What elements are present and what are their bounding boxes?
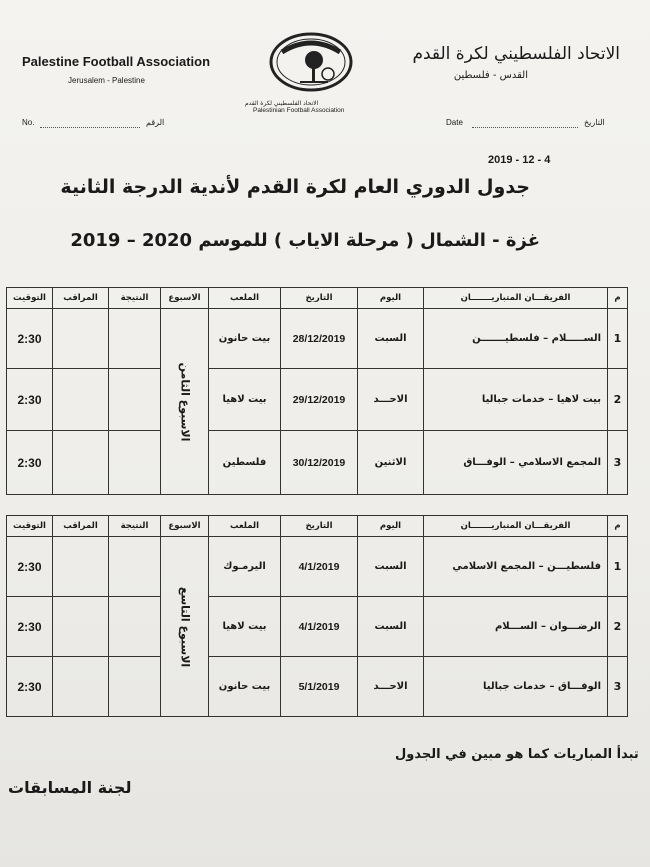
header-day: اليوم — [358, 516, 424, 537]
match-day: الاحـــد — [358, 657, 424, 717]
match-time: 2:30 — [7, 369, 53, 431]
date-label-ar: التاريخ — [584, 118, 605, 127]
match-date: 4/1/2019 — [281, 597, 358, 657]
table-header-row — [7, 516, 628, 537]
match-num: 2 — [608, 369, 628, 431]
match-day: السبت — [358, 597, 424, 657]
header-observer: المراقب — [53, 516, 109, 537]
week-cell — [161, 537, 209, 717]
header-result: النتيجة — [109, 516, 161, 537]
match-observer — [53, 657, 109, 717]
issue-date: 2019 - 12 - 4 — [488, 154, 551, 166]
match-day: السبت — [358, 309, 424, 369]
match-result — [109, 431, 161, 495]
header-num: م — [608, 516, 628, 537]
match-venue: فلسطين — [209, 431, 281, 495]
match-venue: بيت لاهيا — [209, 597, 281, 657]
header-venue: الملعب — [209, 516, 281, 537]
match-time: 2:30 — [7, 431, 53, 495]
header-num: م — [608, 288, 628, 309]
match-num: 2 — [608, 597, 628, 657]
header-date: التاريخ — [281, 516, 358, 537]
match-teams: الوفـــاق – خدمات جباليا — [424, 657, 608, 717]
logo-caption-ar: الاتحاد الفلسطيني لكرة القدم — [245, 100, 319, 107]
org-city-ar: القدس - فلسطين — [453, 70, 528, 81]
match-observer — [53, 431, 109, 495]
header-observer: المراقب — [53, 288, 109, 309]
table-row — [7, 369, 628, 431]
match-venue: بيت حانون — [209, 309, 281, 369]
date-line — [472, 127, 578, 128]
match-venue: بيت لاهيا — [209, 369, 281, 431]
match-date: 30/12/2019 — [281, 431, 358, 495]
match-observer — [53, 537, 109, 597]
header-time: التوقيت — [7, 516, 53, 537]
header-time: التوقيت — [7, 288, 53, 309]
match-num: 1 — [608, 309, 628, 369]
org-name-en: Palestine Football Association — [22, 54, 211, 69]
match-date: 28/12/2019 — [281, 309, 358, 369]
ref-no-label: No. — [22, 118, 35, 127]
match-num: 3 — [608, 657, 628, 717]
header-venue: الملعب — [209, 288, 281, 309]
header-date: التاريخ — [281, 288, 358, 309]
header-day: اليوم — [358, 288, 424, 309]
logo-caption-en: Palestinian Football Association — [253, 107, 345, 114]
pfa-logo-icon — [268, 30, 354, 94]
match-date: 4/1/2019 — [281, 537, 358, 597]
match-teams: المجمع الاسلامي – الوفـــاق — [424, 431, 608, 495]
ref-no-line — [40, 127, 140, 128]
match-day: الاثنين — [358, 431, 424, 495]
match-num: 3 — [608, 431, 628, 495]
match-time: 2:30 — [7, 597, 53, 657]
match-result — [109, 309, 161, 369]
table-row — [7, 657, 628, 717]
schedule-table-week-8 — [6, 287, 628, 495]
header-week: الاسبوع — [161, 516, 209, 537]
org-name-ar: الاتحاد الفلسطيني لكرة القدم — [412, 44, 620, 64]
schedule-table-week-9 — [6, 515, 628, 717]
table-row — [7, 597, 628, 657]
table-row — [7, 431, 628, 495]
ref-no-label-ar: الرقم — [146, 118, 165, 127]
match-result — [109, 369, 161, 431]
match-result — [109, 537, 161, 597]
match-venue: بيت حانون — [209, 657, 281, 717]
header-week: الاسبوع — [161, 288, 209, 309]
table-row — [7, 537, 628, 597]
match-observer — [53, 597, 109, 657]
match-time: 2:30 — [7, 309, 53, 369]
week-cell — [161, 309, 209, 495]
org-city-en: Jerusalem - Palestine — [68, 76, 145, 85]
table-row — [7, 309, 628, 369]
date-label: Date — [446, 118, 463, 127]
match-observer — [53, 309, 109, 369]
match-num: 1 — [608, 537, 628, 597]
match-result — [109, 597, 161, 657]
match-teams: فلسطيـــن – المجمع الاسلامي — [424, 537, 608, 597]
match-time: 2:30 — [7, 657, 53, 717]
match-result — [109, 657, 161, 717]
page-subtitle: غزة - الشمال ( مرحلة الاياب ) للموسم 2020 – 2019 — [70, 230, 540, 251]
match-observer — [53, 369, 109, 431]
match-time: 2:30 — [7, 537, 53, 597]
match-day: السبت — [358, 537, 424, 597]
week-label: الاسبوع الثامن — [178, 362, 191, 441]
match-date: 5/1/2019 — [281, 657, 358, 717]
schedule-note: تبدأ المباريات كما هو مبين في الجدول — [395, 747, 639, 762]
match-teams: الرضـــوان – الســـلام — [424, 597, 608, 657]
match-teams: بيت لاهيا – خدمات جباليا — [424, 369, 608, 431]
header-teams: الفريقـــان المتباريـــــــان — [424, 288, 608, 309]
signature-committee: لجنة المسابقات — [8, 778, 132, 797]
match-teams: الســـــلام – فلسطيـــــــن — [424, 309, 608, 369]
table-header-row — [7, 288, 628, 309]
match-date: 29/12/2019 — [281, 369, 358, 431]
match-venue: اليرمـوك — [209, 537, 281, 597]
header-teams: الفريقـــان المتباريـــــــان — [424, 516, 608, 537]
week-label: الاسبوع التاسع — [178, 586, 191, 667]
match-day: الاحـــد — [358, 369, 424, 431]
page-title: جدول الدوري العام لكرة القدم لأندية الدرجة الثانية — [60, 176, 530, 198]
header-result: النتيجة — [109, 288, 161, 309]
